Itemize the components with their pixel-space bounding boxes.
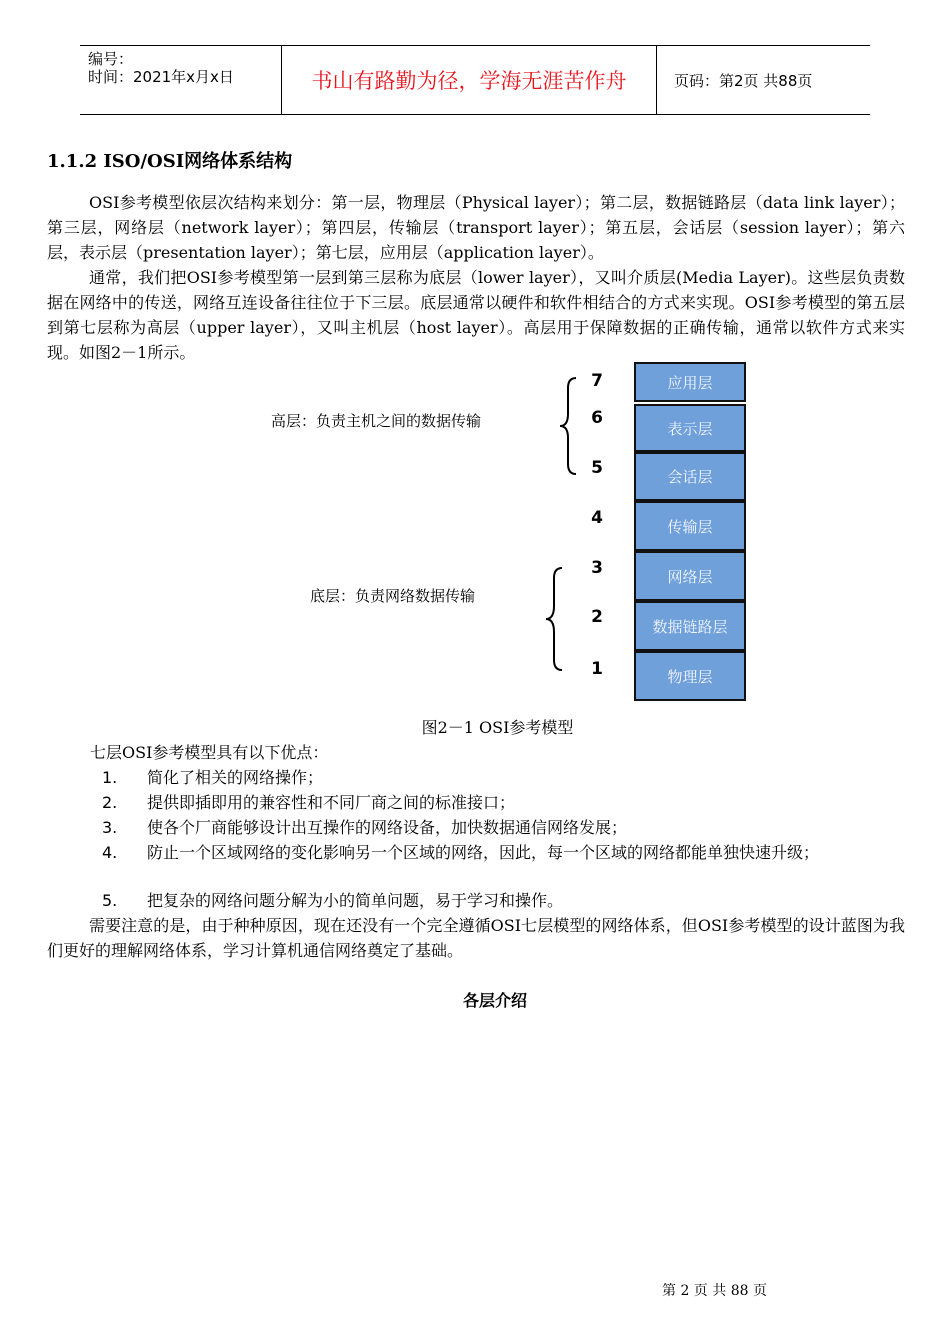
lower-layer-label: 底层：负责网络数据传输: [310, 587, 476, 605]
layer-box-session: 会话层: [634, 452, 746, 501]
upper-brace-icon: [556, 374, 582, 478]
layer-number-2: 2: [591, 607, 603, 627]
list-item-text: 把复杂的网络问题分解为小的简单问题，易于学习和操作。: [147, 891, 564, 910]
advantages-intro: 七层OSI参考模型具有以下优点：: [90, 743, 329, 762]
layer-number-5: 5: [591, 458, 603, 478]
subheading: 各层介绍: [462, 991, 527, 1010]
layer-box-network: 网络层: [634, 551, 746, 601]
list-item: [90, 815, 905, 840]
list-item-number: 1.: [102, 768, 118, 787]
paragraph-3: 需要注意的是，由于种种原因，现在还没有一个完全遵循OSI七层模型的网络体系，但OSI参考模型的设计蓝图为我们更好的理解网络体系，学习计算机通信网络奠定了基础。: [47, 916, 905, 960]
layer-number-3: 3: [591, 558, 603, 578]
list-item-number: 3.: [102, 818, 118, 837]
header-meta: [80, 46, 280, 114]
paragraph-1: OSI参考模型依层次结构来划分：第一层，物理层（Physical layer）；第二层，数据链路层（data link layer）；第三层，网络层（network layer）；第四层，传输层（transport layer）；第五层，会话层（session layer）；第六层，表示层（presentation layer）；第七层，应用层（application layer）。: [47, 193, 905, 262]
figure-caption: 图2－1 OSI参考模型: [421, 718, 574, 737]
list-item-text: 提供即插即用的兼容性和不同厂商之间的标准接口；: [147, 793, 516, 812]
list-item-number: 2.: [102, 793, 118, 812]
layer-number-7: 7: [591, 371, 603, 391]
list-item-text: 防止一个区域网络的变化影响另一个区域的网络，因此，每一个区域的网络都能单独快速升级；: [147, 843, 820, 862]
list-item: [90, 765, 905, 790]
section-title: 1.1.2 ISO/OSI网络体系结构: [47, 151, 293, 172]
layer-number-4: 4: [591, 508, 603, 528]
upper-layer-label: 高层：负责主机之间的数据传输: [271, 412, 482, 430]
list-item-text: 使各个厂商能够设计出互操作的网络设备，加快数据通信网络发展；: [147, 818, 628, 837]
motto: 书山有路勤为径，学海无涯苦作舟: [281, 46, 657, 114]
page-info: [664, 46, 870, 114]
layer-box-data-link: 数据链路层: [634, 601, 746, 651]
layer-box-application: 应用层: [634, 362, 746, 402]
list-item-text: 简化了相关的网络操作；: [147, 768, 324, 787]
layer-box-transport: 传输层: [634, 501, 746, 551]
number-label: 编号：: [88, 50, 134, 68]
document-header: [80, 45, 870, 115]
list-item-number: 5.: [102, 891, 118, 910]
time-label: 时间：2021年x月x日: [88, 68, 234, 86]
layer-box-physical: 物理层: [634, 651, 746, 701]
list-item: [90, 840, 905, 865]
lower-brace-icon: [542, 564, 568, 674]
layer-number-1: 1: [591, 659, 603, 679]
list-item: [90, 790, 905, 815]
layer-box-presentation: 表示层: [634, 404, 746, 452]
paragraph-2: 通常，我们把OSI参考模型第一层到第三层称为底层（lower layer），又叫介质层(Media Layer)。这些层负责数据在网络中的传送，网络互连设备往往位于下三层。底层通常以硬件和软件相结合的方式来实现。OSI参考模型的第五层到第七层称为高层（upper layer），又叫主机层（host layer）。高层用于保障数据的正确传输，通常以软件方式来实现。如图2－1所示。: [47, 268, 905, 362]
list-item-number: 4.: [102, 843, 118, 862]
list-item: [90, 888, 905, 913]
page-info-text: 页码：第2页 共88页: [674, 71, 813, 90]
layer-number-6: 6: [591, 408, 603, 428]
page-footer: 第 2 页 共 88 页: [662, 1283, 767, 1299]
